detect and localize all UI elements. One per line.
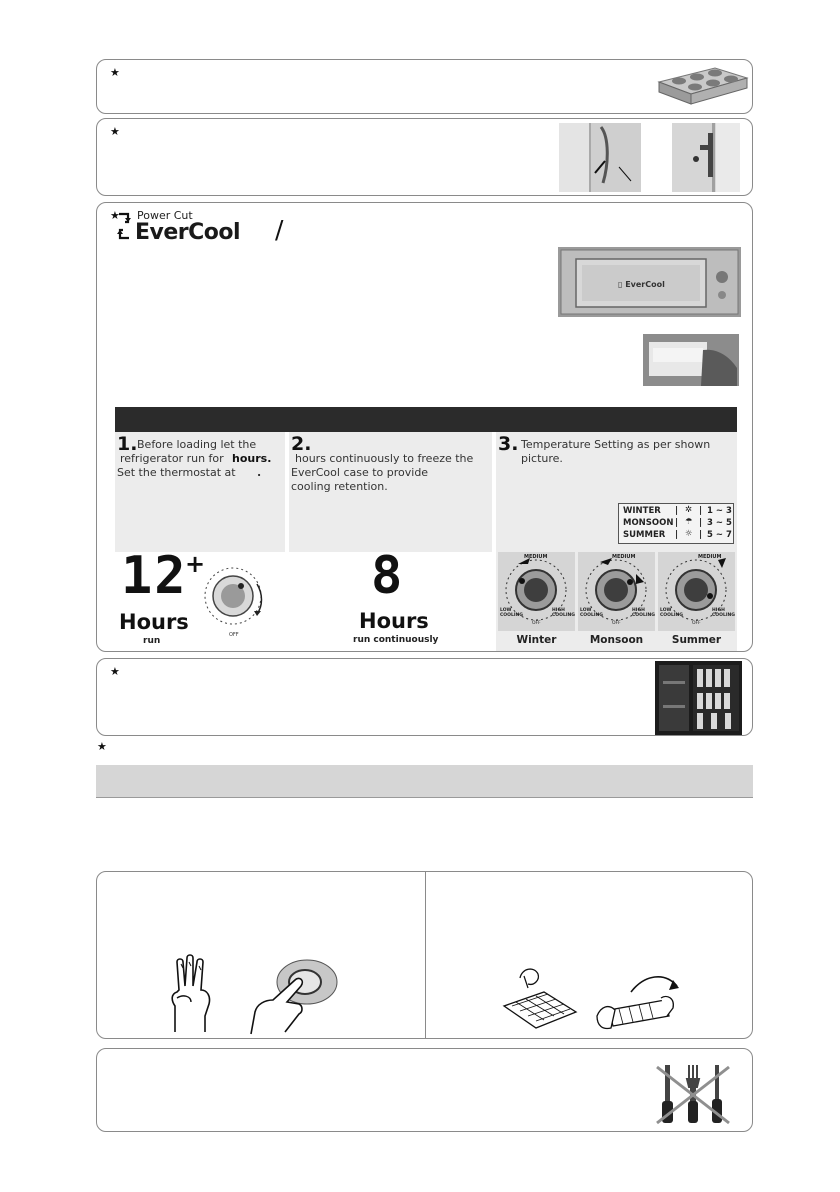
dial-medium-label: MEDIUM	[524, 554, 548, 560]
tip-box-bottles	[96, 658, 753, 736]
door-handle-image-1	[559, 123, 641, 192]
dial-caption-summer: Summer	[671, 634, 722, 646]
dial-low-label: LOW COOLING	[580, 608, 603, 618]
season-winter-range: 1 ~ 3	[707, 506, 732, 516]
dial-off-label: OFF	[532, 621, 541, 626]
step-1-visual	[115, 546, 285, 651]
step-3-number: 3.	[498, 433, 519, 455]
rain-icon: ☂	[685, 517, 693, 527]
evercool-brand: EverCool	[135, 220, 241, 245]
season-winter: WINTER	[623, 506, 661, 516]
step-2-hours: Hours	[359, 609, 429, 633]
tip-box-ice-tray	[96, 871, 753, 1039]
star-icon: ★	[110, 209, 120, 222]
snowflake-icon: ✲	[685, 505, 693, 515]
step-1-line3-end: .	[257, 466, 262, 479]
season-range-sep: |	[699, 506, 703, 516]
ice-tray-twist-icon	[500, 958, 580, 1036]
step-1-hours: Hours	[119, 610, 189, 634]
no-sharp-tools-icon	[653, 1061, 733, 1127]
step-1-off: OFF	[229, 632, 239, 638]
season-sep: |	[675, 518, 679, 528]
ice-tray-flip-icon	[595, 966, 683, 1036]
step-3-text: Temperature Setting as per shown picture.	[521, 438, 711, 465]
tip-box-egg-tray	[96, 59, 753, 114]
dial-monsoon-icon	[578, 552, 655, 631]
step-1-line2-pre: refrigerator run for	[120, 452, 224, 465]
season-monsoon-range: 3 ~ 5	[707, 518, 732, 528]
dial-high-label: HIGH COOLING	[552, 608, 575, 618]
brand-slash: /	[275, 215, 284, 244]
dial-winter	[498, 552, 575, 631]
step-2-panel	[289, 432, 492, 651]
evercool-handle-image	[643, 334, 739, 386]
dial-off-label: OFF	[612, 621, 621, 626]
step-1-run: run	[143, 636, 161, 646]
step-1-line2-bold: hours.	[232, 452, 272, 465]
step-1-line1: Before loading let the	[137, 438, 257, 451]
star-icon: ★	[97, 740, 107, 753]
finger-press-button-icon	[245, 956, 341, 1036]
step-2-visual	[289, 546, 492, 651]
tip-box-no-sharp-tools	[96, 1048, 753, 1132]
step-2-line1: hours continuously to freeze the	[295, 452, 474, 465]
dial-high-label: HIGH COOLING	[632, 608, 655, 618]
season-range-sep: |	[699, 530, 703, 540]
season-summer: SUMMER	[623, 530, 666, 540]
step-1-plus: +	[185, 550, 206, 578]
tip-box-door-handle	[96, 118, 753, 196]
step-2-number: 2.	[291, 433, 312, 455]
evercool-case-image	[558, 247, 741, 317]
dial-monsoon	[578, 552, 655, 631]
evercool-steps-banner	[115, 407, 737, 432]
three-fingers-hand-icon	[161, 954, 223, 1034]
column-divider	[425, 872, 426, 1038]
dial-summer-icon	[658, 552, 735, 631]
section-header-bar	[96, 765, 753, 798]
season-summer-range: 5 ~ 7	[707, 530, 732, 540]
step-1-panel	[115, 432, 285, 651]
dial-medium-label: MEDIUM	[698, 554, 722, 560]
dial-off-label: OFF	[692, 621, 701, 626]
dial-high-label: HIGH COOLING	[712, 608, 735, 618]
step-1-number: 1.	[117, 433, 138, 455]
season-monsoon: MONSOON	[623, 518, 674, 528]
step-1-line3: Set the thermostat at	[117, 466, 236, 479]
step-2-digit: 8	[371, 546, 403, 606]
dial-low-label: LOW COOLING	[500, 608, 523, 618]
season-sep: |	[675, 506, 679, 516]
svg-text:▯ EverCool: ▯ EverCool	[618, 280, 665, 289]
dial-medium-label: MEDIUM	[612, 554, 636, 560]
star-icon: ★	[110, 66, 120, 79]
dial-caption-winter: Winter	[516, 634, 557, 646]
dial-summer	[658, 552, 735, 631]
thermostat-dial-icon	[201, 564, 265, 628]
star-icon: ★	[110, 125, 120, 138]
egg-tray-image	[653, 64, 749, 110]
step-1-digits: 12	[121, 546, 188, 606]
dial-winter-icon	[498, 552, 575, 631]
evercool-box	[96, 202, 753, 652]
star-icon: ★	[110, 665, 120, 678]
dial-low-label: LOW COOLING	[660, 608, 683, 618]
step-2-line3: cooling retention.	[291, 480, 388, 493]
season-sep: |	[675, 530, 679, 540]
power-cut-label: Power Cut	[137, 209, 193, 222]
step-3-panel	[496, 432, 737, 651]
step-2-line2: EverCool case to provide	[291, 466, 429, 479]
power-cut-logo-icon	[117, 212, 131, 240]
season-range-sep: |	[699, 518, 703, 528]
sun-icon: ☼	[685, 529, 693, 539]
season-table	[618, 503, 734, 544]
step-2-run-continuously: run continuously	[353, 635, 439, 645]
dial-caption-monsoon: Monsoon	[589, 634, 644, 646]
door-handle-image-2	[672, 123, 740, 192]
fridge-door-bottles-image	[655, 661, 742, 735]
